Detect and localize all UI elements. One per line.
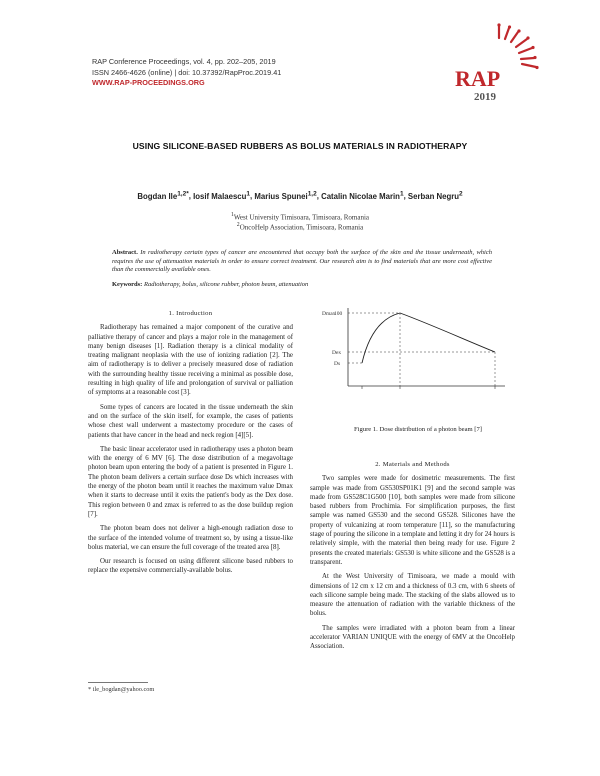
dose-curve bbox=[362, 313, 495, 363]
author: Bogdan Ile$^{1,2*}$ bbox=[137, 190, 189, 201]
paragraph: The basic linear accelerator used in radiotherapy uses a photon beam with the energy of 6 MV [6]. The dose distribution of a megavoltage photon beam upon entering the body of a patient is presented in Figure 1. The photon beam delivers a certain surface dose Ds which increases with the energy of the photon beam until it reaches the maximum value Dmax when it starts to decrease until it exits the patient's body as the Dex dose. This region between 0 and zmax is referred to as the dose buildup region [7]. bbox=[88, 445, 293, 518]
paragraph: Our research is focused on using different silicone based rubbers to replace the expensive commercially-available bolus. bbox=[88, 558, 293, 575]
dex-label: Dex bbox=[332, 350, 342, 356]
author-list: Bogdan Ile$^{1,2*}$, Iosif Malaescu$^1$, Marius Spunei$^{1,2}$, Catalin Nicolae Marin$^1$, Serban Negru$^2$ bbox=[137, 190, 463, 201]
paragraph: The photon beam does not deliver a high-enough radiation dose to the surface of the intended volume of treatment so, by using a tissue-like bolus material, we can ensure the full coverage of the treated area [8]. bbox=[88, 525, 293, 551]
journal-header bbox=[92, 57, 281, 89]
figure-1-dose-plot bbox=[320, 300, 518, 420]
section-heading: 2. Materials and Methods bbox=[375, 461, 450, 468]
section-heading: 1. Introduction bbox=[168, 310, 213, 317]
logo-year: 2019 bbox=[474, 91, 496, 103]
paper-title: USING SILICONE-BASED RUBBERS AS BOLUS MATERIALS IN RADIOTHERAPY bbox=[132, 141, 468, 151]
affiliation: $^1$West University Timisoara, Timisoara, Romania bbox=[230, 212, 370, 222]
affiliation: $^2$OncoHelp Association, Timisoara, Romania bbox=[236, 222, 364, 232]
right-column bbox=[310, 460, 515, 657]
paragraph: Radiotherapy has remained a major component of the curative and palliative therapy of cancer and plays a major role in the management of many benign diseases [1]. Radiation therapy is a clinical modality of treating malignant neoplasia with the use of ionizing radiation [2]. The aim of radiotherapy is to deliver a precisely measured dose of radiation with the surrounding healthy tissue receiving a minimal as possible dose, resulting in high quality of life and prolongation of survival or palliation of symptoms at a reasonable cost [3]. bbox=[88, 324, 293, 397]
paragraph: Some types of cancers are located in the tissue underneath the skin and on the surface of the skin itself, for example, the cases of patients whose chest wall underwent a mastectomy procedure or the cases of patients that have cancer in the head and neck region [4][5]. bbox=[88, 403, 293, 439]
keywords: Keywords: Radiotherapy, bolus, silicone rubber, photon beam, attenuation bbox=[112, 281, 309, 288]
paragraph: Two samples were made for dosimetric measurements. The first sample was made from GS530SP01K1 [9] and the second sample was made from GS528C1G500 [10], both samples were made from silicone based rubbers from Prochimia. For simplification purposes, the first sample was named GS530 and the second GS528. Silicones have the property of vulcanizing at room temperature [11], so the manufacturing stage of pouring the silicone in a template and letting it dry for 24 hours is relatively simple, with the material then being ready for use. Figure 2 presents the created materials: GS530 is white silicone and the GS528 is a transparent. bbox=[310, 475, 515, 566]
footnote-rule bbox=[88, 682, 148, 683]
footnote: * ile_bogdan@yahoo.com bbox=[88, 686, 155, 693]
author: Catalin Nicolae Marin$^1$ bbox=[321, 190, 404, 201]
left-column bbox=[88, 309, 293, 581]
dmax-value: 100 bbox=[334, 311, 343, 317]
author: Iosif Malaescu$^1$ bbox=[193, 190, 251, 201]
paragraph: The samples were irradiated with a photon beam from a linear accelerator VARIAN UNIQUE with the energy of 6MV at the OncoHelp Association. bbox=[310, 624, 515, 651]
journal-issn-doi: ISSN 2466-4626 (online) | doi: 10.37392/RapProc.2019.41 bbox=[92, 67, 282, 77]
logo-text: RAP bbox=[455, 66, 501, 91]
abstract: Abstract. In radiotherapy certain types of cancer are encountered that occupy both the surface of the skin and the tissue underneath, which requires the use of attenuation materials in order to ensure correct treatment. Our research aim is to find materials that are more cost effective than the commercially available ones. bbox=[112, 249, 492, 274]
paragraph: At the West University of Timisoara, we made a mould with dimensions of 12 cm x 12 cm and a thickness of 0.3 cm, with 6 sheets of each silicone sample being made. The stacking of the slabs allowed us to measure the attenuation of radiation with the variable thickness of the bolus. bbox=[310, 573, 515, 618]
dmax-label: Dmax bbox=[322, 311, 336, 317]
figure-caption: Figure 1. Dose distribution of a photon beam [7] bbox=[353, 426, 482, 433]
author: Serban Negru$^2$ bbox=[407, 190, 463, 201]
journal-citation: RAP Conference Proceedings, vol. 4, pp. 202–205, 2019 bbox=[92, 57, 276, 66]
rap-logo bbox=[452, 20, 542, 110]
ds-label: Ds bbox=[334, 361, 341, 367]
author: Marius Spunei$^{1,2}$ bbox=[254, 190, 317, 201]
journal-url[interactable]: WWW.RAP-PROCEEDINGS.ORG bbox=[92, 78, 205, 87]
